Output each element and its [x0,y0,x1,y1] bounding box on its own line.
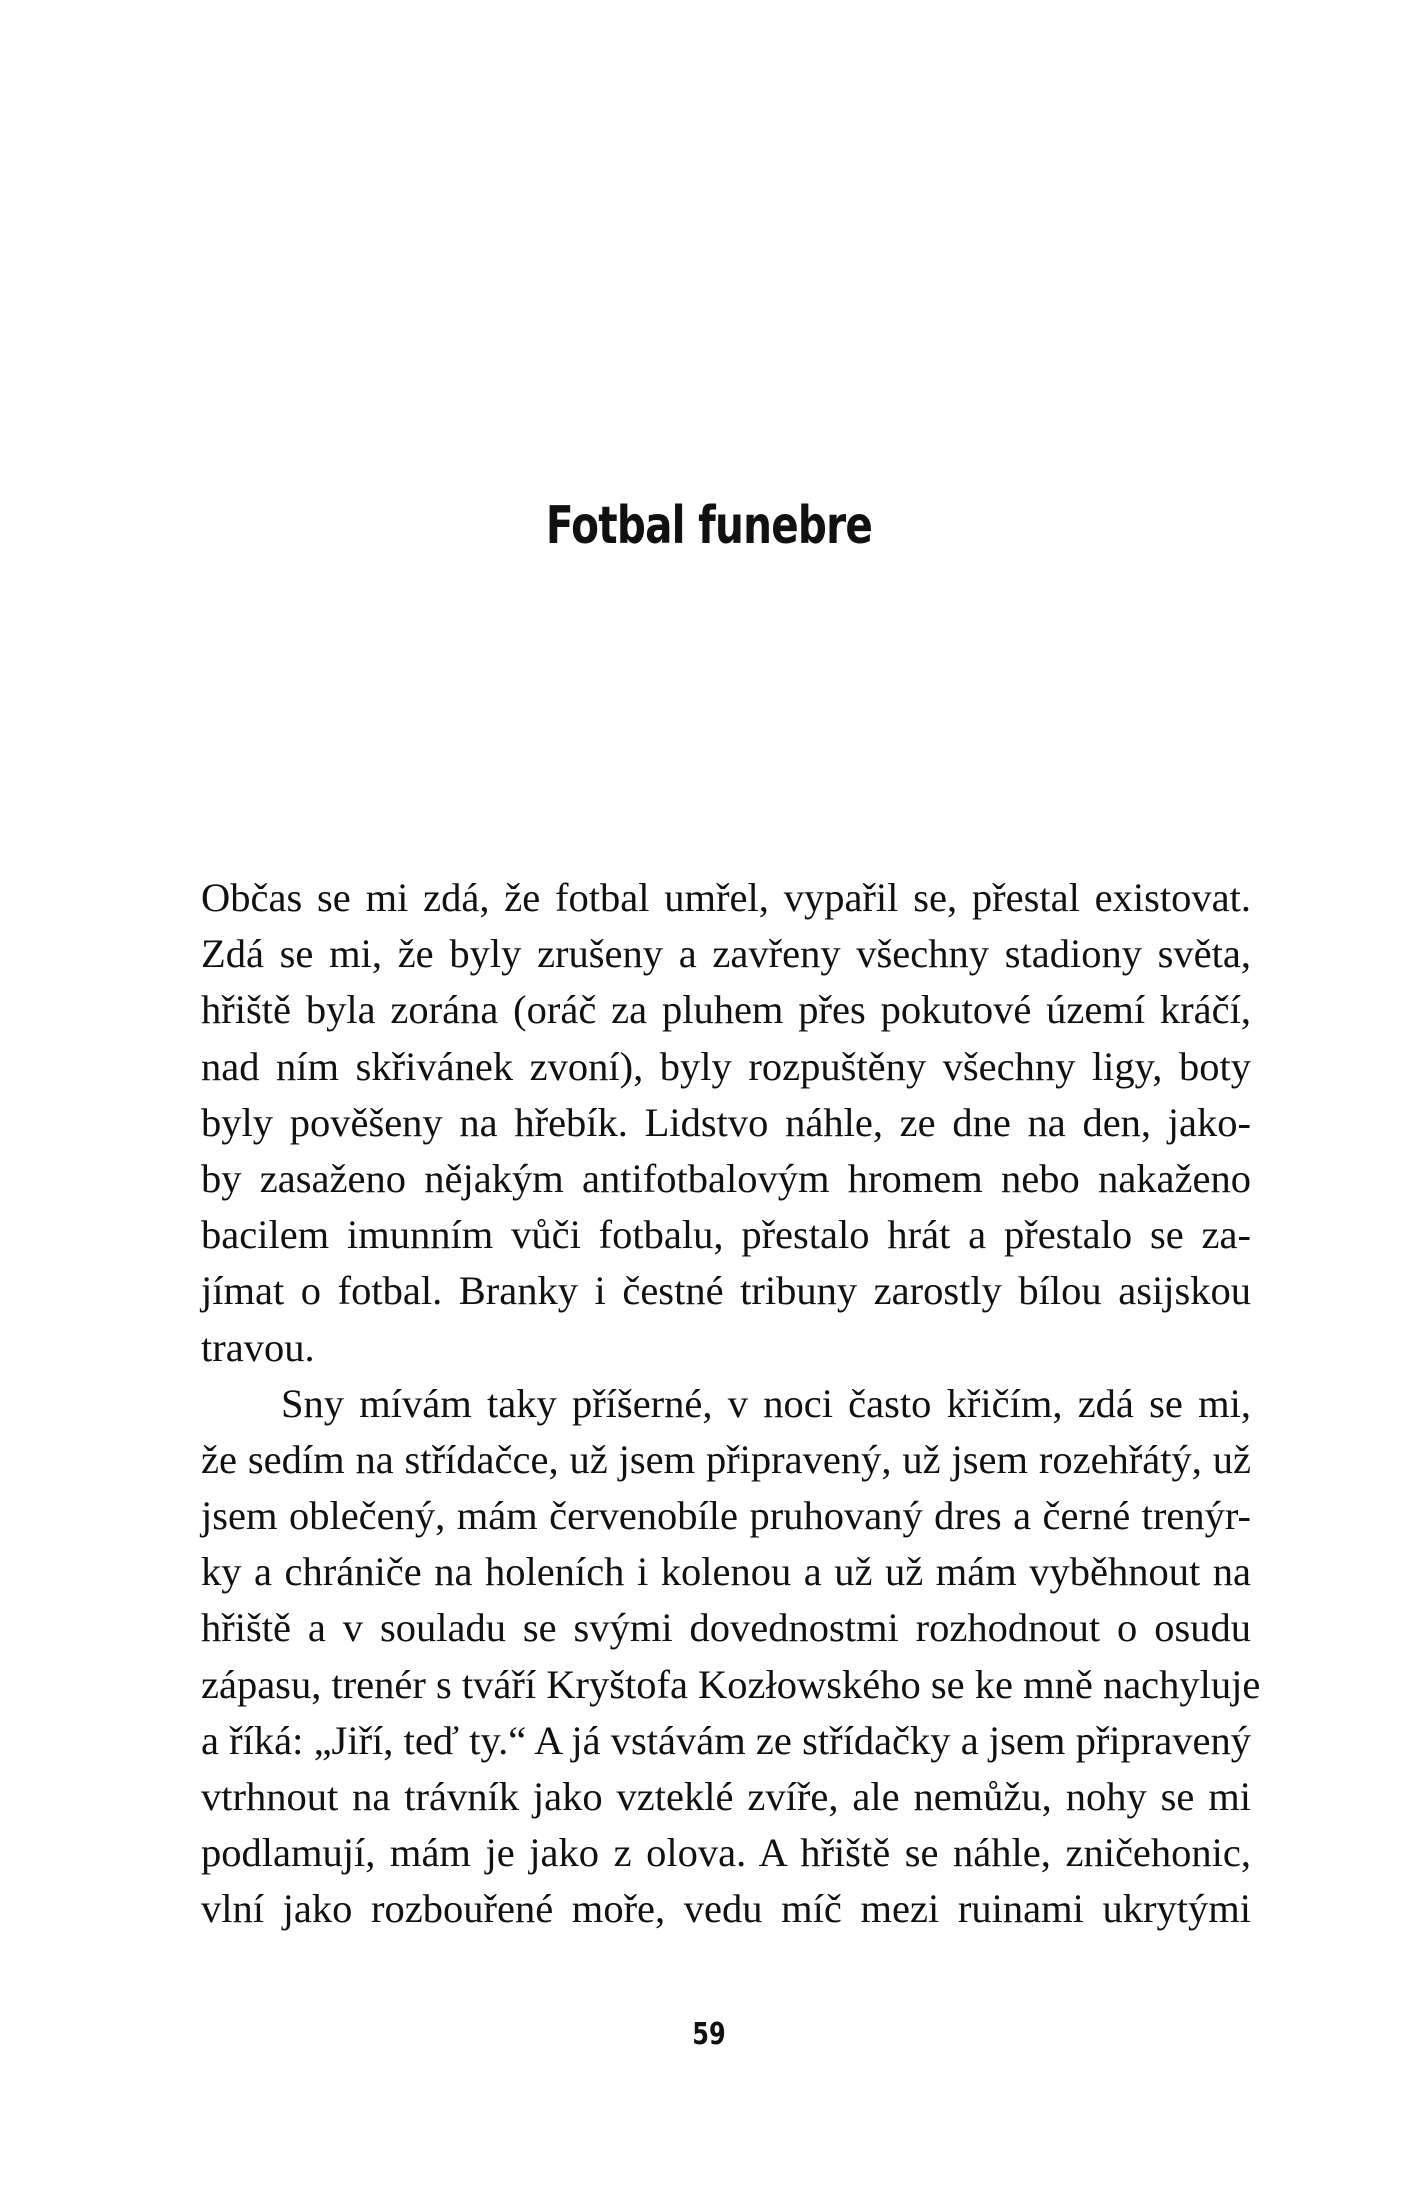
text-line: že sedím na střídačce, už jsem připravený, už jsem rozehřátý, už [201,1436,1251,1482]
text-line: jímat o fotbal. Branky i čestné tribuny zarostly bílou asijskou [201,1268,1251,1314]
text-line: vtrhnout na trávník jako vzteklé zvíře, ale nemůžu, nohy se mi [201,1774,1251,1819]
page-number: 59 [692,2017,726,2052]
text-line: hřiště a v souladu se svými dovednostmi rozhodnout o osudu [201,1605,1251,1651]
text-line: by zasaženo nějakým antifotbalovým hromem nebo nakaženo [201,1155,1251,1201]
text-line: a říká: „Jiří, teď ty.“ A já vstávám ze střídačky a jsem připravený [201,1717,1251,1763]
paragraph [201,870,1251,1376]
text-line: Zdá se mi, že byly zrušeny a zavřeny všechny stadiony světa, [201,931,1251,977]
text-line: jsem oblečený, mám červenobíle pruhovaný dres a černé trenýr- [201,1493,1251,1539]
text-line: Občas se mi zdá, že fotbal umřel, vypařil se, přestal existovat. [201,875,1251,920]
text-line: nad ním skřivánek zvoní), byly rozpuštěny všechny ligy, boty [201,1043,1251,1089]
text-line: byly pověšeny na hřebík. Lidstvo náhle, ze dne na den, jako- [201,1099,1251,1145]
text-line: podlamují, mám je jako z olova. A hřiště se náhle, zničehonic, [201,1830,1251,1876]
text-line: zápasu, trenér s tváří Kryštofa Kozłowského se ke mně nachyluje [201,1661,1261,1707]
text-line: Sny mívám taky příšerné, v noci často křičím, zdá se mi, [281,1380,1251,1426]
text-line: bacilem imunním vůči fotbalu, přestalo hrát a přestalo se za- [201,1212,1251,1258]
text-line: vlní jako rozbouřené moře, vedu míč mezi ruinami ukrytými [201,1886,1251,1932]
chapter-title: Fotbal funebre [545,496,873,556]
body-text [201,870,1261,1938]
text-line: hřiště byla zorána (oráč za pluhem přes pokutové území kráčí, [201,987,1251,1033]
paragraph [201,1376,1261,1938]
text-line: ky a chrániče na holeních i kolenou a už už mám vyběhnout na [201,1549,1251,1595]
text-line: travou. [201,1324,315,1370]
